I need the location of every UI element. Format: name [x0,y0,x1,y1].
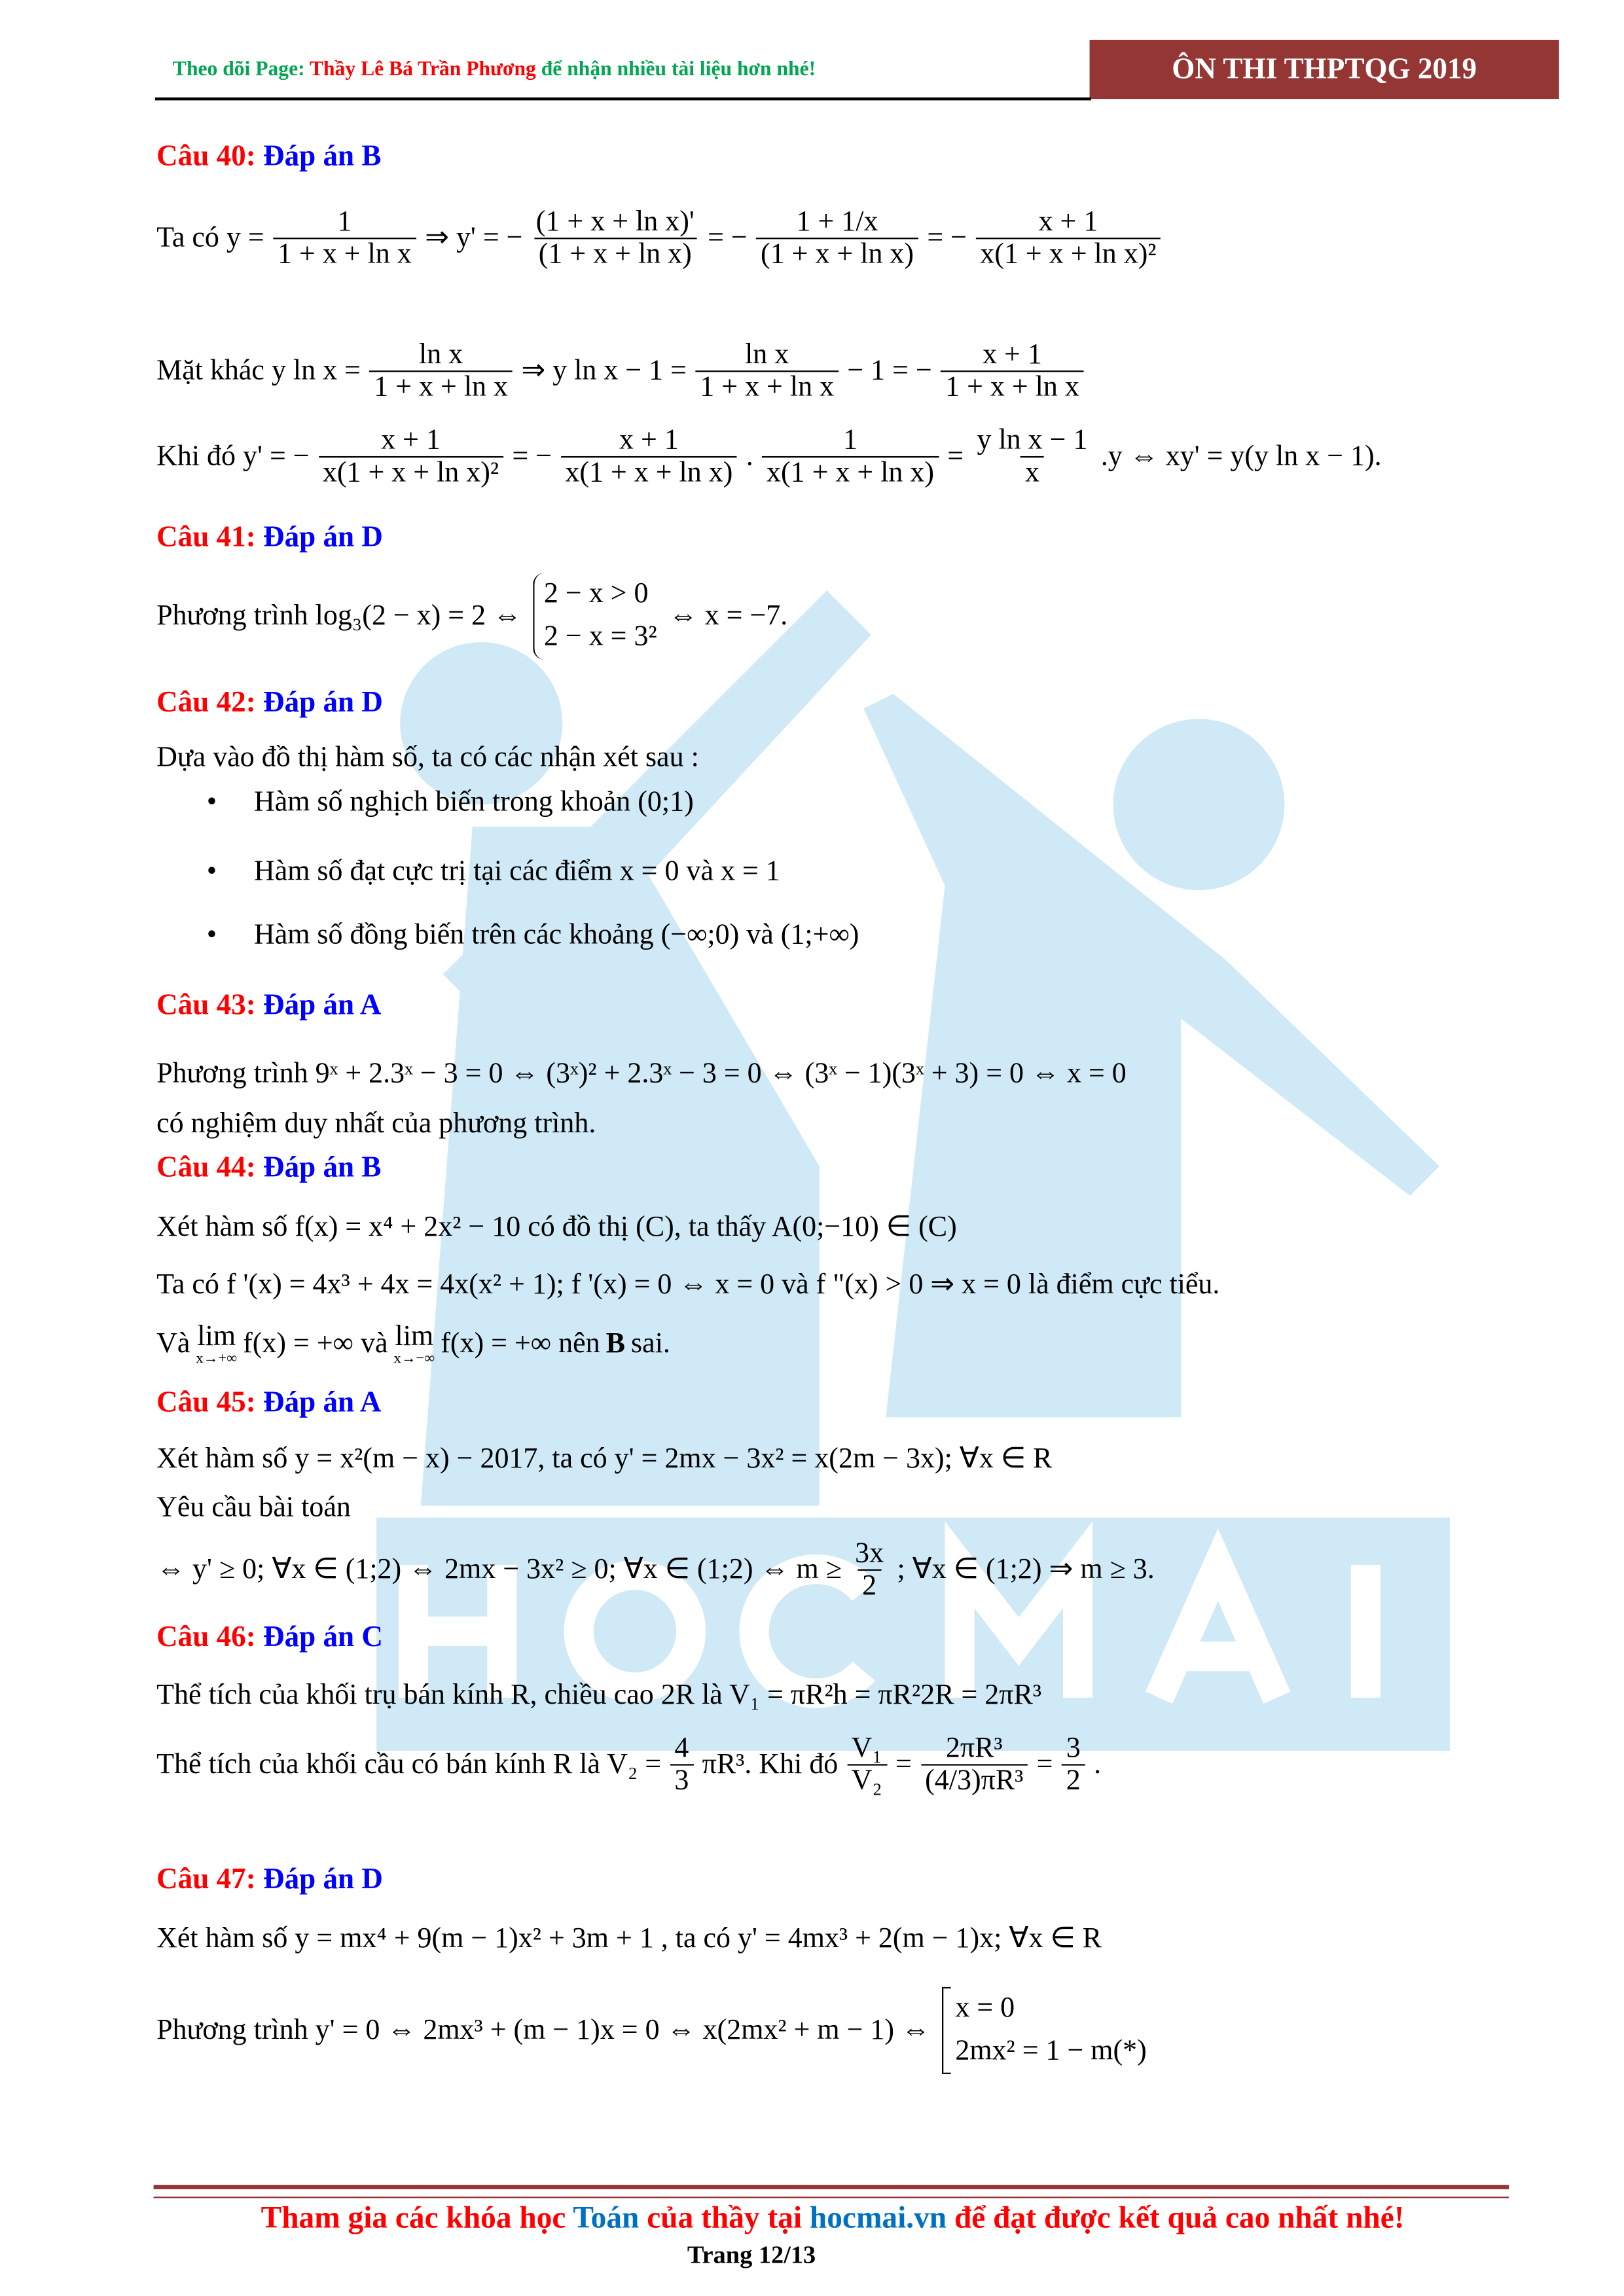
question-number: Câu 43: [156,989,256,1022]
header-follow-text [173,59,816,82]
formula-line [156,1679,1041,1713]
fraction [561,425,738,490]
fraction-numerator: x + 1 [983,339,1042,371]
fraction [762,425,939,490]
formula-line [156,1323,670,1367]
formula-line [156,1922,1102,1957]
fraction-denominator: V₂ [847,1765,887,1798]
formula-line [156,573,787,659]
text-segment: f(x) = +∞ nên [441,1329,600,1360]
fraction-numerator: 3x [855,1538,884,1570]
question-answer: Đáp án B [263,1151,382,1184]
question-answer: Đáp án D [263,521,384,554]
question-number: Câu 44: [156,1151,256,1184]
fraction-numerator: (1 + x + ln x)' [535,206,695,238]
fraction-denominator: (1 + x + ln x) [756,238,918,272]
text-segment: Xét hàm số y = x²(m − x) − 2017, ta có y' = 2mx − 3x² = x(2m − 3x); ∀x ∈ R [156,1443,1053,1475]
question-answer: Đáp án A [263,989,382,1022]
bullet-item: Hàm số đồng biến trên các khoảng (−∞;0) và (1;+∞) [253,920,859,951]
fraction-numerator: 3 [1066,1732,1081,1765]
formula-line [156,1491,351,1526]
limit-subscript: x→−∞ [393,1350,435,1367]
text-segment: có nghiệm duy nhất của phương trình. [156,1108,596,1140]
question-number: Câu 46: [156,1621,256,1654]
fraction-denominator: (4/3)πR³ [920,1765,1028,1798]
formula-line [156,207,1164,272]
system-row: x = 0 [955,1992,1015,2024]
fraction-numerator: ln x [745,339,789,371]
fraction [847,1733,887,1798]
text-segment: ; ∀x ∈ (1;2) ⇒ m ≥ 3. [897,1554,1155,1586]
formula-line [156,1733,1101,1798]
text-segment: . [1094,1749,1102,1781]
text-segment: Ta có y = [156,223,264,255]
fraction-numerator: V₁ [851,1732,882,1765]
question-number: Câu 47: [156,1863,256,1896]
formula-line [156,340,1087,404]
question-number: Câu 45: [156,1386,256,1419]
fraction-denominator: 1 + x + ln x [369,371,512,404]
formula-line [156,741,699,776]
question-title [156,139,381,174]
text-segment: = − [708,223,748,255]
fraction-denominator: x(1 + x + ln x)² [976,238,1161,272]
system-row: 2mx² = 1 − m(*) [955,2036,1147,2068]
text-segment: sai. [631,1329,670,1360]
fraction-numerator: x + 1 [619,425,679,456]
question-answer: Đáp án D [263,686,384,719]
header-prefix: Theo dõi Page: [172,59,310,82]
fraction-denominator: 2 [1062,1765,1085,1798]
footer-link[interactable]: hocmai.vn [809,2199,947,2235]
text-segment: − 1 = − [847,356,932,387]
formula-line [156,1538,1155,1603]
fraction-numerator: x + 1 [1038,206,1098,238]
fraction-numerator: 1 [337,206,352,238]
text-segment: = − [927,223,967,255]
fraction-numerator: 2πR³ [945,1732,1003,1765]
fraction-denominator: x(1 + x + ln x)² [318,457,503,490]
footer-text: Tham gia các khóa học [261,2199,573,2235]
page-number: Trang 12/13 [687,2240,816,2269]
fraction [756,207,918,272]
fraction [670,1733,694,1798]
bullet-item: Hàm số nghịch biến trong khoản (0;1) [253,787,694,818]
question-number: Câu 40: [156,140,256,173]
fraction-numerator: 1 + 1/x [796,206,878,238]
fraction [976,207,1161,272]
text-segment: = [1036,1749,1053,1781]
text-segment: .y ⇔ xy' = y(y ln x − 1). [1100,441,1382,473]
question-answer: Đáp án A [263,1386,382,1419]
fraction-denominator: 3 [670,1765,694,1798]
formula-line [156,425,1382,490]
limit [196,1323,237,1367]
question-answer: Đáp án D [263,1863,384,1896]
question-title [156,520,383,555]
text-segment: Dựa vào đồ thị hàm số, ta có các nhận xét sau : [156,742,699,774]
question-answer: Đáp án B [263,140,382,173]
bullet-icon: • [206,787,217,818]
text-segment: Phương trình 9ˣ + 2.3ˣ − 3 = 0 ⇔ (3ˣ)² + 2.3ˣ − 3 = 0 ⇔ (3ˣ − 1)(3ˣ + 3) = 0 ⇔ x = 0 [156,1058,1127,1090]
limit-word: lim [395,1321,434,1353]
question-title [156,1619,383,1655]
question-title [156,685,383,721]
formula-line [156,1443,1052,1477]
footer-divider [154,2185,1509,2198]
footer-promo [156,2200,1509,2237]
fraction-numerator: 4 [674,1732,689,1765]
equation-system [533,573,657,659]
text-segment: Mặt khác y ln x = [156,356,361,387]
text-segment: ⇒ y ln x − 1 = [521,356,687,387]
question-title [156,1150,381,1185]
equation-alternatives [942,1987,1147,2073]
formula-line [156,1268,1219,1302]
fraction-denominator: 2 [857,1570,881,1604]
question-answer: Đáp án C [263,1621,384,1654]
fraction-numerator: 1 [843,425,858,456]
text-segment: Và [156,1329,190,1360]
footer-text: của thầy tại [639,2199,810,2235]
fraction [920,1733,1028,1798]
fraction [973,425,1092,490]
fraction-numerator: x + 1 [381,425,441,456]
text-segment: . [746,441,753,473]
header-divider [155,98,1091,101]
text-segment: ⇔ y' ≥ 0; ∀x ∈ (1;2) ⇔ 2mx − 3x² ≥ 0; ∀x ∈ (1;2) ⇔ m ≥ [156,1554,842,1586]
bold-answer: B [605,1329,626,1360]
system-row: 2 − x > 0 [543,579,649,610]
question-title [156,1385,381,1420]
text-segment: ⇔ x = −7. [668,600,788,632]
bullet-icon: • [206,920,217,951]
fraction [532,207,699,272]
text-segment: πR³. Khi đó [702,1749,839,1781]
fraction-denominator: 1 + x + ln x [941,371,1083,404]
limit [394,1323,435,1367]
footer-text: để đạt được kết quả cao nhất nhé! [947,2199,1405,2235]
header-suffix: để nhận nhiều tài liệu hơn nhé! [535,59,816,82]
exam-badge: ÔN THI THPTQG 2019 [1090,40,1559,99]
fraction [369,340,512,404]
text-segment: = [895,1749,912,1781]
question-number: Câu 42: [156,686,256,719]
fraction-denominator: 1 + x + ln x [696,371,839,404]
text-segment: Khi đó y' = − [156,441,310,473]
limit-subscript: x→+∞ [196,1350,238,1367]
fraction-denominator: x [1020,457,1044,490]
fraction [273,207,416,272]
formula-line [156,1107,596,1142]
watermark-figure-head-left [400,642,562,804]
fraction-numerator: y ln x − 1 [977,425,1088,456]
footer-subject: Toán [573,2199,640,2235]
text-segment: Phương trình log₃(2 − x) = 2 ⇔ [156,600,522,632]
text-segment: Thể tích của khối cầu có bán kính R là V₂ = [156,1749,662,1781]
fraction-denominator: (1 + x + ln x) [534,238,696,272]
fraction-denominator: x(1 + x + ln x) [561,457,738,490]
fraction [941,340,1083,404]
text-segment: = − [512,441,552,473]
text-segment: Thể tích của khối trụ bán kính R, chiều cao 2R là V₁ = πR²h = πR²2R = 2πR³ [156,1679,1042,1712]
text-segment: Xét hàm số y = mx⁴ + 9(m − 1)x² + 3m + 1 , ta có y' = 4mx³ + 2(m − 1)x; ∀x ∈ R [156,1923,1102,1955]
limit-word: lim [197,1321,236,1353]
text-segment: Ta có f '(x) = 4x³ + 4x = 4x(x² + 1); f '(x) = 0 ⇔ x = 0 và f "(x) > 0 ⇒ x = 0 là điểm cực tiểu. [156,1269,1220,1301]
bullet-icon: • [206,856,217,888]
question-title [156,988,381,1023]
text-segment: Yêu cầu bài toán [156,1492,351,1524]
header-teacher-name[interactable]: Thầy Lê Bá Trần Phương [309,59,536,82]
text-segment: Phương trình y' = 0 ⇔ 2mx³ + (m − 1)x = 0 ⇔ x(2mx² + m − 1) ⇔ [156,2014,931,2046]
text-segment: ⇒ y' = − [425,223,523,255]
fraction-denominator: x(1 + x + ln x) [762,457,939,490]
fraction [696,340,839,404]
question-title [156,1861,383,1897]
text-segment: f(x) = +∞ và [243,1329,388,1360]
formula-line [156,1987,1153,2073]
text-segment: Xét hàm số f(x) = x⁴ + 2x² − 10 có đồ thị (C), ta thấy A(0;−10) ∈ (C) [156,1211,957,1244]
system-row: 2 − x = 3² [543,622,657,653]
fraction [318,425,503,490]
formula-line [156,1057,1127,1092]
fraction [850,1538,888,1603]
question-number: Câu 41: [156,521,256,554]
formula-line [156,1211,957,1246]
bullet-item: Hàm số đạt cực trị tại các điểm x = 0 và x = 1 [253,856,780,888]
fraction [1062,1733,1085,1798]
watermark-figure-head-right [1113,719,1285,890]
fraction-numerator: ln x [419,339,463,371]
text-segment: = [947,441,964,473]
fraction-denominator: 1 + x + ln x [273,238,416,272]
